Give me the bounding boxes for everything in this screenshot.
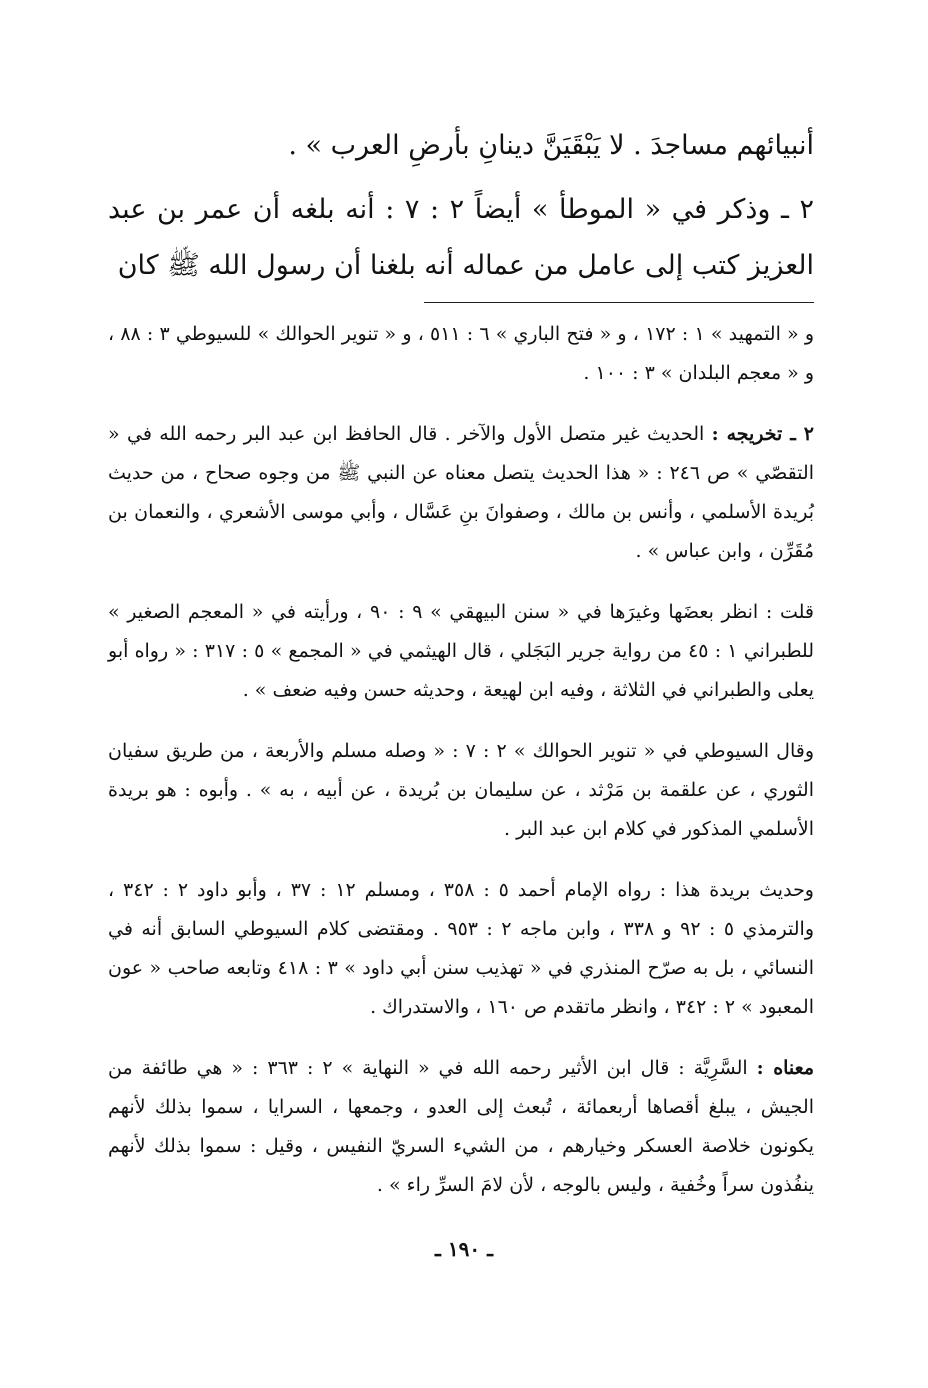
maanahu-text: السَّرِيَّة : قال ابن الأثير رحمه الله في « النهاية » ٢ : ٣٦٣ : « هي طائفة من الجيش ، يبلغ أقصاها أربعمائة ، تُبعث إلى العدو ، وجمعها ، السرايا ، سموا بذلك لأنهم يكونون خلاصة العسكر وخيارهم ، من الشيء السريّ النفيس ، وقيل : سموا بذلك لأنهم ينفُذون سراً وخُفية ، وليس بالوجه ، لأن لامَ السرِّ راء » .	[108, 1057, 814, 1196]
takhrij-text: الحديث غير متصل الأول والآخر . قال الحافظ ابن عبد البر رحمه الله في « التقصّي » ص ٢٤٦ : « هذا الحديث يتصل معناه عن النبي ﷺ من وجوه صحاح ، من حديث بُريدة الأسلمي ، وأنس بن مالك ، وصفوانَ بنِ عَسَّال ، وأبي موسى الأشعري ، والنعمان بن مُقَرِّن ، وابن عباس » .	[108, 423, 814, 562]
page-number: ـ ١٩٠ ـ	[435, 1237, 493, 1261]
footnote-separator	[424, 302, 814, 303]
footnote-takhrij	[108, 415, 814, 571]
main-line-continuation: أنبيائهم مساجدَ . لا يَبْقَيَنَّ دينانِ بأرضِ العرب » .	[288, 130, 814, 161]
footnote-suyuti: وقال السيوطي في « تنوير الحوالك » ٢ : ٧ : « وصله مسلم والأربعة ، من طريق سفيان الثوري ، عن علقمة بن مَرْثد ، عن سليمان بن بُريدة ، عن أبيه ، به » . وأبوه : هو بريدة الأسلمي المذكور في كلام ابن عبد البر .	[108, 740, 814, 840]
page-body	[108, 118, 814, 1227]
takhrij-label: ٢ ـ تخريجه :	[711, 423, 814, 445]
maanahu-label: معناه :	[756, 1057, 815, 1079]
main-text	[108, 118, 814, 294]
footnote-qult: قلت : انظر بعضَها وغيرَها في « سنن البيهقي » ٩ : ٩٠ ، ورأيته في « المعجم الصغير » للطبراني ١ : ٤٥ من رواية جرير البَجَلي ، قال الهيثمي في « المجمع » ٥ : ٣١٧ : « رواه أبو يعلى والطبراني في الثلاثة ، وفيه ابن لهيعة ، وحديثه حسن وفيه ضعف » .	[108, 601, 814, 701]
footnote-hadith-burayda: وحديث بريدة هذا : رواه الإمام أحمد ٥ : ٣٥٨ ، ومسلم ١٢ : ٣٧ ، وأبو داود ٢ : ٣٤٢ ، والترمذي ٥ : ٩٢ و ٣٣٨ ، وابن ماجه ٢ : ٩٥٣ . ومقتضى كلام السيوطي السابق أنه في النسائي ، بل به صرّح المنذري في « تهذيب سنن أبي داود » ٣ : ٤١٨ وتابعه صاحب « عون المعبود » ٢ : ٣٤٢ ، وانظر ماتقدم ص ١٦٠ ، والاستدراك .	[108, 879, 815, 1018]
footnote-references: و « التمهيد » ١ : ١٧٢ ، و « فتح الباري » ٦ : ٥١١ ، و « تنوير الحوالك » للسيوطي ٣ : ٨٨ ، و « معجم البلدان » ٣ : ١٠٠ .	[108, 323, 815, 384]
footnote-maanahu	[108, 1049, 814, 1205]
footnotes	[108, 315, 814, 1205]
main-paragraph-2: ٢ ـ وذكر في « الموطأ » أيضاً ٢ : ٧ : أنه بلغه أن عمر بن عبد العزيز كتب إلى عامل من عماله أنه بلغنا أن رسول الله ﷺ كان	[108, 194, 814, 281]
